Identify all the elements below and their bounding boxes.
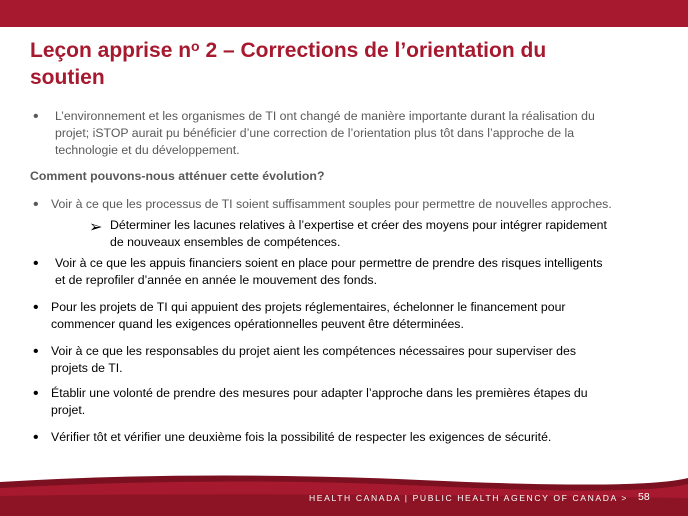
page-number: 58: [638, 491, 650, 503]
bullet-marker: •: [33, 196, 39, 213]
footer-organization-text: HEALTH CANADA | PUBLIC HEALTH AGENCY OF CANADA >: [309, 493, 629, 503]
arrow-bullet-icon: ➢: [89, 219, 103, 236]
bullet-marker: •: [33, 255, 39, 272]
list-item: Établir une volonté de prendre des mesures pour adapter l’approche dans les premières étapes du projet.: [51, 386, 588, 417]
list-item: Pour les projets de TI qui appuient des projets réglementaires, échelonner le financement pour commencer quand les exigences opérationnelles peuvent être déterminées.: [51, 300, 566, 331]
question-heading: Comment pouvons-nous atténuer cette évolution?: [30, 169, 325, 183]
list-item: Vérifier tôt et vérifier une deuxième fois la possibilité de respecter les exigences de sécurité.: [51, 430, 552, 444]
list-item: Voir à ce que les responsables du projet aient les compétences nécessaires pour superviser des projets de TI.: [51, 344, 576, 375]
bullet-marker: •: [33, 299, 39, 316]
bullet-marker: •: [33, 343, 39, 360]
list-item: Voir à ce que les appuis financiers soient en place pour permettre de prendre des risques intelligents et de reprofiler d’année en année le mouvement des fonds.: [55, 256, 603, 287]
intro-paragraph: L’environnement et les organismes de TI ont changé de manière importante durant la réalisation du projet; iSTOP aurait pu bénéficier d’une correction de l’orientation plus tôt dans l’approche de la technologie et du développement.: [55, 109, 595, 157]
bullet-marker: •: [33, 108, 39, 125]
bullet-marker: •: [33, 429, 39, 446]
footer-band: [0, 468, 688, 516]
slide-title: Leçon apprise $n^o$ 2 – Corrections de l’orientation du soutien: [30, 38, 547, 89]
list-item: Déterminer les lacunes relatives à l’expertise et créer des moyens pour intégrer rapidement de nouveaux ensembles de compétences.: [110, 218, 607, 249]
list-item: Voir à ce que les processus de TI soient suffisamment souples pour permettre de nouvelles approches.: [51, 197, 612, 211]
bullet-marker: •: [33, 385, 39, 402]
